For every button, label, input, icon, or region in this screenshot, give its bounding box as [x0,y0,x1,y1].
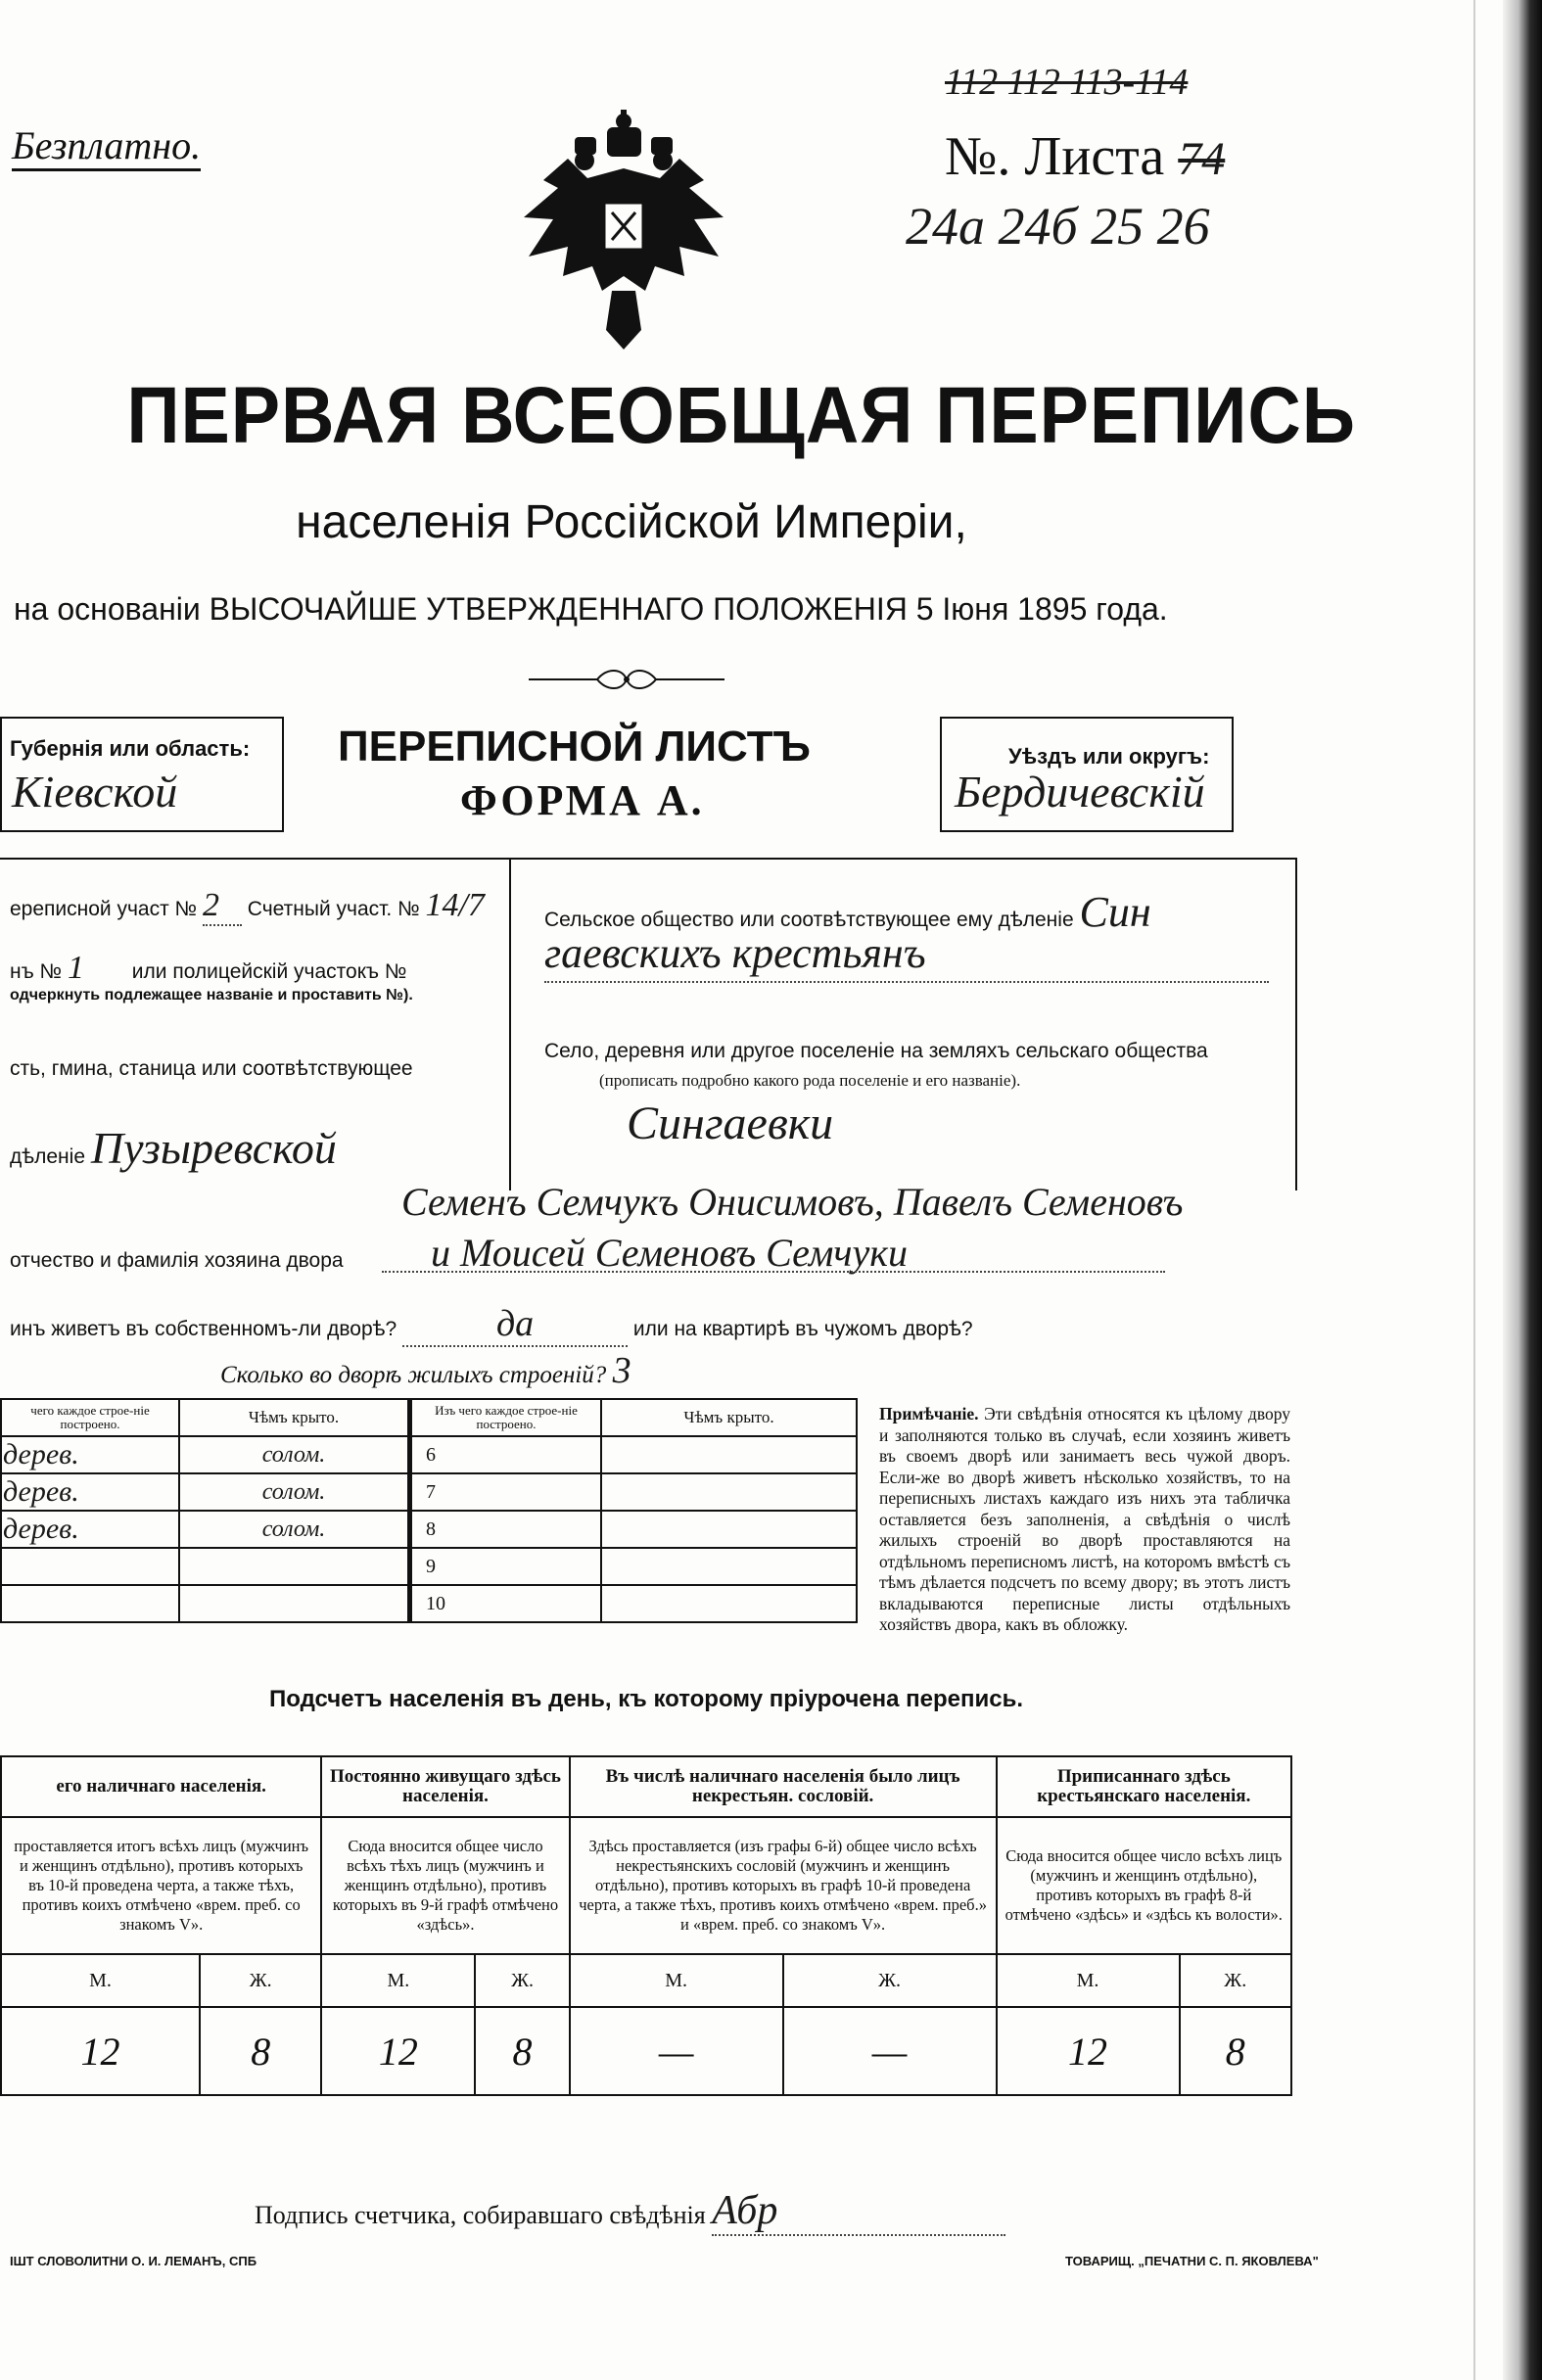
col-material-header-2: Изъ чего каждое строе-ніе построено. [410,1399,602,1436]
col-present-header: его наличнаго населенія. [1,1756,321,1817]
village-instruction: (прописать подробно какого рода поселеніе и его названіе). [599,1071,1021,1090]
district-label: ереписной участ № [10,898,198,920]
row-number: 6 [410,1436,602,1473]
roof-cell-2[interactable] [601,1511,857,1548]
sheet-number-struck: 74 [1178,133,1226,185]
col-nonpeasant-desc: Здѣсь проставляется (изъ графы 6-й) общее число всѣхъ некрестьянскихъ сословій (мужчинъ и женщинъ отдѣльно), противъ которыхъ въ графѣ 10-й проведена черта, а также тѣхъ, противъ коихъ отмѣчено «врем. преб.» и «врем. преб. со знакомъ V». [570,1817,997,1954]
permanent-female-header: Ж. [475,1954,569,2007]
nonpeasant-male-header: М. [570,1954,783,2007]
material-cell[interactable]: дерев. [1,1511,179,1548]
census-title: ПЕРВАЯ ВСЕОБЩАЯ ПЕРЕПИСЬ [126,371,1356,460]
form-title: ПЕРЕПИСНОЙ ЛИСТЪ [338,723,811,770]
material-cell[interactable] [1,1585,179,1622]
nonpeasant-male-value[interactable]: — [570,2007,783,2095]
col-registered-header: Приписаннаго здѣсь крестьянскаго населенія. [997,1756,1291,1817]
uezd-label: Уѣздъ или округъ: [1008,744,1210,769]
nonpeasant-female-header: Ж. [783,1954,997,2007]
society-value-a[interactable]: Син [1079,888,1151,936]
police-label: или полицейскій участокъ № [131,960,407,983]
residence-label-rented: или на квартирѣ въ чужомъ дворѣ? [632,1318,973,1340]
buildings-table [0,1398,858,1623]
table-row [1,1548,857,1585]
col-nonpeasant-header: Въ числѣ наличнаго населенія было лицъ некрестьян. сословій. [570,1756,997,1817]
signature-label: Подпись счетчика, собиравшаго свѣдѣнія [255,2201,706,2229]
present-female-value[interactable]: 8 [200,2007,321,2095]
page-edge-line [1473,0,1475,2380]
district-number[interactable]: 2 [203,887,242,926]
free-label: Безплатно. [12,123,201,171]
registered-female-value[interactable]: 8 [1180,2007,1291,2095]
permanent-male-value[interactable]: 12 [321,2007,475,2095]
stan-label: нъ № [10,960,63,983]
row-number: 8 [410,1511,602,1548]
village-label: Село, деревня или другое поселеніе на земляхъ сельскаго общества [544,1040,1208,1062]
owner-dotted-line [382,1271,1165,1273]
form-subtitle: ФОРМА А. [460,776,705,824]
table-row [1,1585,857,1622]
table-row [1,1473,857,1511]
society-dotted-line [544,981,1269,983]
buildings-count[interactable]: 3 [612,1350,631,1391]
stan-number[interactable]: 1 [67,950,84,986]
volost-label: сть, гмина, станица или соотвѣтствующее [10,1057,413,1080]
sheet-number-label [945,125,1225,188]
col-permanent-header: Постоянно живущаго здѣсь населенія. [321,1756,569,1817]
uezd-value[interactable]: Бердичевскій [955,767,1205,817]
census-basis: на основаніи ВЫСОЧАЙШЕ УТВЕРЖДЕННАГО ПОЛОЖЕНІЯ 5 Іюня 1895 года. [14,591,1168,627]
permanent-male-header: М. [321,1954,475,2007]
col-permanent-desc: Сюда вносится общее число всѣхъ тѣхъ лицъ (мужчинъ и женщинъ отдѣльно), противъ которыхъ въ 9-й графѣ отмѣчено «здѣсь». [321,1817,569,1954]
registered-male-header: М. [997,1954,1180,2007]
society-label: Сельское общество или соотвѣтствующее ему дѣленіе [544,909,1074,931]
owner-names-bottom[interactable]: и Моисей Семеновъ Семчуки [431,1231,908,1275]
permanent-female-value[interactable]: 8 [475,2007,569,2095]
volost-division-label: дѣленіе [10,1145,85,1168]
village-value[interactable]: Сингаевки [627,1097,834,1149]
present-male-value[interactable]: 12 [1,2007,200,2095]
stan-row [10,950,406,987]
note-title: Примѣчаніе. [879,1404,979,1423]
material-cell[interactable]: дерев. [1,1473,179,1511]
note-block [879,1404,1290,1636]
table-row [1,1511,857,1548]
note-text: Эти свѣдѣнія относятся къ цѣлому двору и заполняются только въ случаѣ, если хозяинъ живетъ въ своемъ дворѣ или занимаетъ весь чужой дворъ. Если-же во дворѣ живетъ нѣсколько хозяйствъ, то на переписныхъ листахъ каждаго изъ нихъ эта табличка оставляется безъ заполненія, а свѣдѣнія о числѣ жилыхъ строеній во дворѣ проставляются на отдѣльномъ переписномъ листѣ, на которомъ вмѣстѣ съ тѣмъ дѣлается подсчетъ по всему двору; въ этотъ листъ вкладываются переписные листы отдѣльныхъ хозяйствъ двора, какъ въ обложку. [879,1404,1291,1634]
nonpeasant-female-value[interactable]: — [783,2007,997,2095]
signature-row [255,2187,1005,2236]
roof-cell[interactable]: солом. [179,1511,410,1548]
roof-cell[interactable] [179,1548,410,1585]
sheet-number-text: №. Листа [945,126,1165,187]
roof-cell-2[interactable] [601,1436,857,1473]
col-material-header: чего каждое строе-ніе построено. [1,1399,179,1436]
col-roof-header: Чѣмъ крыто. [179,1399,410,1436]
society-value-b[interactable]: гаевскихъ крестьянъ [544,929,926,977]
present-female-header: Ж. [200,1954,321,2007]
present-male-header: М. [1,1954,200,2007]
col-roof-header-2: Чѣмъ крыто. [601,1399,857,1436]
row-number: 10 [410,1585,602,1622]
struck-sheet-numbers: 112 112 113-114 [945,62,1189,103]
residence-label-own: инъ живетъ въ собственномъ-ли дворѣ? [10,1318,397,1340]
gubernia-label: Губернія или область: [10,736,251,761]
page-edge [1503,0,1542,2380]
counting-number[interactable]: 14/7 [425,887,485,923]
row-number: 9 [410,1548,602,1585]
owner-label: отчество и фамилія хозяина двора [10,1249,344,1272]
residence-answer[interactable]: да [402,1302,628,1347]
roof-cell[interactable]: солом. [179,1436,410,1473]
underline-instruction: одчеркнуть подлежащее названіе и проставить №). [10,987,413,1003]
population-title: Подсчетъ населенія въ день, къ которому пріурочена перепись. [269,1686,1023,1712]
population-table [0,1755,1292,2096]
col-present-desc: проставляется итогъ всѣхъ лицъ (мужчинъ и женщинъ отдѣльно), противъ которыхъ въ 10-й проведена черта, а также тѣхъ, противъ коихъ отмѣчено «врем. преб. со знакомъ V». [1,1817,321,1954]
imperial-eagle-emblem [514,110,734,354]
col-registered-desc: Сюда вносится общее число всѣхъ лицъ (мужчинъ и женщинъ отдѣльно), противъ которыхъ въ графѣ 8-й отмѣчено «здѣсь» и «здѣсь къ волости». [997,1817,1291,1954]
material-cell[interactable]: дерев. [1,1436,179,1473]
decorative-divider [529,668,724,691]
counting-label: Счетный участ. № [247,898,420,920]
gubernia-value[interactable]: Кіевской [12,767,178,817]
volost-row [10,1122,337,1174]
registered-female-header: Ж. [1180,1954,1291,2007]
signature-value[interactable]: Абр [712,2187,1005,2236]
roof-cell[interactable] [179,1585,410,1622]
printer-right: ТОВАРИЩ. „ПЕЧАТНИ С. П. ЯКОВЛЕВА" [1065,2254,1319,2268]
printer-left: ІШТ СЛОВОЛИТНИ О. И. ЛЕМАНЪ, СПБ [10,2254,257,2268]
buildings-row [220,1349,631,1392]
district-row [10,887,485,926]
material-cell[interactable] [1,1548,179,1585]
roof-cell-2[interactable] [601,1473,857,1511]
frame-top [0,858,1297,860]
registered-male-value[interactable]: 12 [997,2007,1180,2095]
residence-row [10,1302,973,1347]
roof-cell-2[interactable] [601,1548,857,1585]
table-row [1,1436,857,1473]
census-subtitle: населенія Россійской Имперіи, [296,496,967,548]
frame-divider [509,858,511,1190]
owner-names-top[interactable]: Семенъ Семчукъ Онисимовъ, Павелъ Семеновъ [401,1180,1184,1224]
row-number: 7 [410,1473,602,1511]
roof-cell[interactable]: солом. [179,1473,410,1511]
roof-cell-2[interactable] [601,1585,857,1622]
frame-right [1295,858,1297,1190]
volost-value[interactable]: Пузыревской [90,1123,337,1173]
buildings-label: Сколько во дворѣ жилыхъ строеній? [220,1362,607,1388]
sheet-numbers-handwritten: 24а 24б 25 26 [906,197,1210,256]
